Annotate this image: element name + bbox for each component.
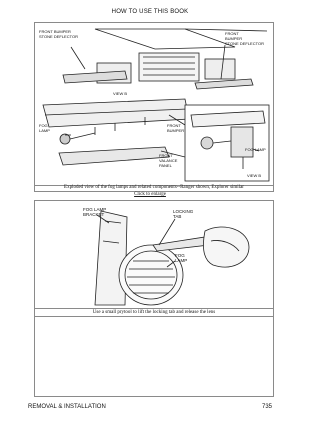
label-front-bumper-2: BUMPER [167, 128, 185, 133]
figure2-caption: Use a small prytool to lift the locking tab and release the lens [34, 308, 274, 317]
locking-tab-drawing [35, 201, 273, 309]
label-stone-deflector-right-2: BUMPER [225, 36, 243, 41]
label-fog-lamp-bracket-1: FOG LAMP [83, 207, 107, 212]
label-fog-lamp-inset: FOG LAMP [245, 147, 266, 152]
click-to-enlarge-link[interactable]: Click to enlarge [134, 192, 166, 197]
footer-page-number: 735 [261, 404, 272, 410]
label-view-b-inset: VIEW B [247, 173, 262, 178]
label-front-valance-1: FRONT [159, 153, 173, 158]
locking-tab-figure [34, 200, 274, 309]
label-stone-deflector-left-2: STONE DEFLECTOR [39, 34, 78, 39]
label-front-valance-3: PANEL [159, 163, 172, 168]
empty-figure-cell [34, 316, 274, 397]
label-locking-tab-2: TAB [173, 214, 182, 219]
label-fog-lamp-2: LAMP [175, 258, 188, 263]
label-fog-lamp-1: FOG [175, 253, 185, 258]
label-stone-deflector-left-1: FRONT BUMPER [39, 29, 71, 34]
label-stone-deflector-right-1: FRONT [225, 31, 239, 36]
label-fog-lamp-left-1: FOG [39, 123, 48, 128]
label-front-bumper-1: FRONT [167, 123, 181, 128]
fog-lamp-exploded-view-figure [34, 22, 274, 186]
footer-section-title: REMOVAL & INSTALLATION [28, 404, 106, 410]
label-view-b: VIEW B [113, 91, 128, 96]
figure1-caption: Exploded view of the fog lamps and related components--Ranger shown, Explorer similar [34, 184, 274, 192]
label-stone-deflector-right-3: STONE DEFLECTOR [225, 41, 264, 46]
label-fog-lamp-bracket-2: BRACKET [83, 212, 105, 217]
page-header-title: HOW TO USE THIS BOOK [111, 9, 189, 15]
label-front-valance-2: VALANCE [159, 158, 178, 163]
label-fog-lamp-left-2: LAMP [39, 128, 50, 133]
exploded-view-drawing [35, 23, 273, 185]
label-locking-tab-1: LOCKING [173, 209, 194, 214]
